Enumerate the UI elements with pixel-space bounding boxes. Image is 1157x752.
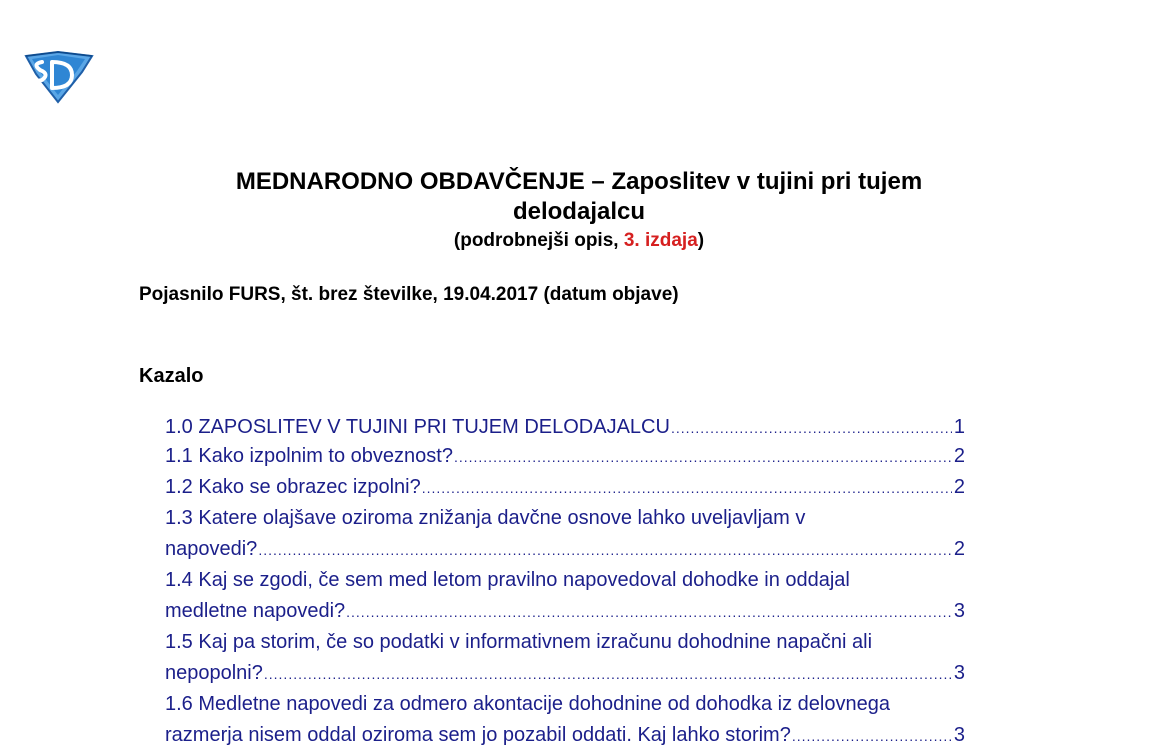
toc-entry-label: nepopolni? (165, 662, 263, 684)
document-subtitle (150, 229, 1008, 253)
toc-entry[interactable] (165, 627, 965, 689)
toc-leader-dots (792, 721, 952, 752)
toc-entry-text: 1.4 Kaj se zgodi, če sem med letom pravilno napovedoval dohodke in oddajal (165, 569, 850, 591)
toc-leader-dots (264, 659, 952, 690)
toc-page-number: 2 (953, 445, 965, 467)
toc-entry-label: 1.0 ZAPOSLITEV V TUJINI PRI TUJEM DELODAJALCU (165, 416, 670, 438)
pojasnilo-reference: Pojasnilo FURS, št. brez številke, 19.04.2017 (datum objave) (139, 284, 679, 305)
toc-entry-text: 1.6 Medletne napovedi za odmero akontacije dohodnine od dohodka iz delovnega (165, 693, 890, 715)
toc-page-number: 1 (953, 416, 965, 438)
toc-entry[interactable] (165, 441, 965, 472)
subtitle-prefix: (podrobnejši opis, (453, 230, 624, 251)
toc-entry-label: 1.2 Kako se obrazec izpolni? (165, 476, 421, 498)
toc-entry[interactable] (165, 414, 965, 441)
title-line-2: delodajalcu (512, 198, 646, 225)
title-line-1: MEDNARODNO OBDAVČENJE – Zaposlitev v tujini pri tujem (235, 168, 923, 195)
toc-entry[interactable] (165, 503, 965, 565)
subtitle-suffix: ) (697, 230, 705, 251)
toc-entry-text: 1.5 Kaj pa storim, če so podatki v informativnem izračunu dohodnine napačni ali (165, 631, 873, 653)
toc-entry-label: 1.1 Kako izpolnim to obveznost? (165, 445, 453, 467)
toc-page-number: 3 (953, 724, 965, 746)
toc-leader-dots (671, 415, 952, 442)
toc-entry[interactable] (165, 689, 965, 751)
toc-page-number: 2 (953, 476, 965, 498)
toc-leader-dots (454, 442, 952, 473)
sd-logo-icon (22, 48, 95, 104)
toc-heading: Kazalo (139, 365, 204, 387)
document-title (150, 167, 1008, 227)
toc-leader-dots (258, 535, 952, 566)
toc-entry[interactable] (165, 472, 965, 503)
toc-page-number: 2 (953, 538, 965, 560)
toc-page-number: 3 (953, 600, 965, 622)
toc-entry-label: napovedi? (165, 538, 258, 560)
toc-leader-dots (422, 473, 952, 504)
toc-entry-label: medletne napovedi? (165, 600, 346, 622)
toc-entry[interactable] (165, 565, 965, 627)
toc-entry-text: 1.3 Katere olajšave oziroma znižanja davčne osnove lahko uveljavljam v (165, 507, 806, 529)
table-of-contents (165, 414, 965, 751)
toc-leader-dots (346, 597, 952, 628)
toc-page-number: 3 (953, 662, 965, 684)
toc-entry-label: razmerja nisem oddal oziroma sem jo pozabil oddati. Kaj lahko storim? (165, 724, 791, 746)
edition-label: 3. izdaja (623, 230, 698, 251)
